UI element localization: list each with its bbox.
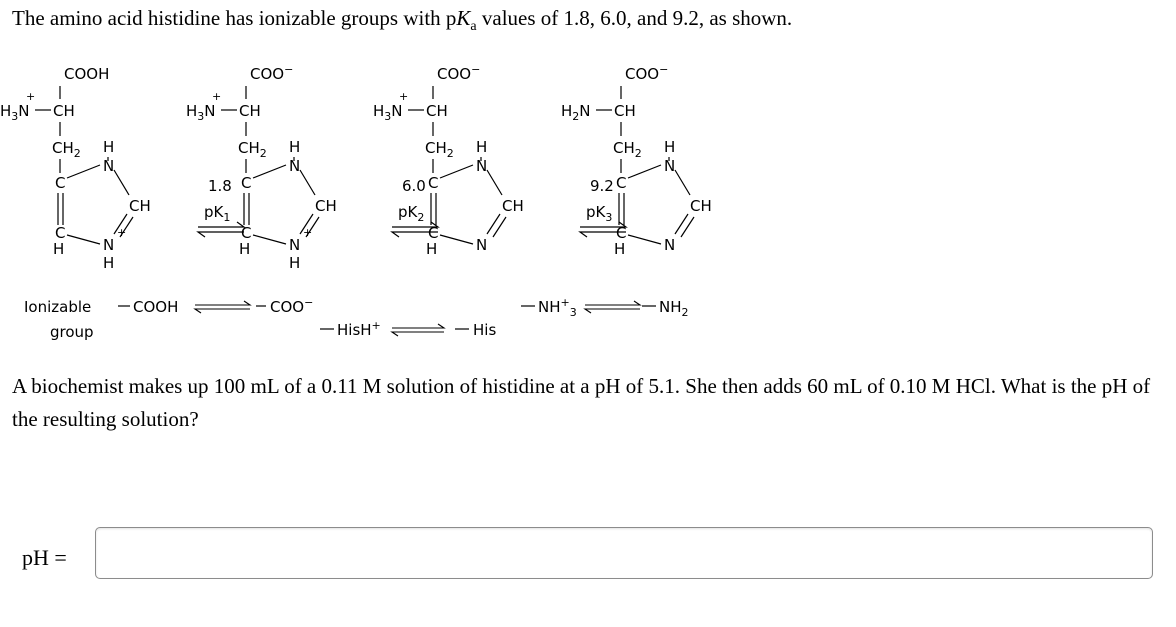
structure-2-bond-n1-c2 <box>300 170 315 195</box>
structure-4-ring-c2-label: CH <box>690 197 712 215</box>
structure-2-ring-c4-label: C <box>241 174 252 192</box>
question-text: A biochemist makes up 100 mL of a 0.11 M solution of histidine at a pH of 5.1. She then adds 60 mL of 0.10 M HCl. What is the pH of the resulting solution? <box>12 374 1151 431</box>
structure-3-carboxyl-charge: − <box>471 63 481 76</box>
structure-2-ring-c5-h-label: H <box>239 240 251 258</box>
group2-from-label: HisH+ <box>337 319 381 339</box>
structure-2-ch2-label <box>238 139 267 160</box>
structure-3-amine-label-main: H <box>373 102 385 120</box>
structure-4-bond-c2-n3-double <box>681 217 694 237</box>
k-subscript: a <box>470 19 477 35</box>
structure-4-carboxyl-label: COO− <box>625 63 669 83</box>
structure-4-ch2-label-main: CH <box>613 139 635 157</box>
equilibrium-1-pk-label-sub: 1 <box>223 211 231 224</box>
structure-2-bond-n3-c5 <box>253 235 286 244</box>
structure-1-ring-c5-label: C <box>55 224 66 242</box>
structure-1-ring-n1-label: N <box>103 157 115 175</box>
structure-1-bond-n1-c2 <box>114 170 129 195</box>
structure-2-ch2-label-sub: 2 <box>259 147 267 160</box>
structure-3-alpha-ch-label: CH <box>426 102 448 120</box>
structure-2-ring-nh-h-label: H <box>289 138 301 156</box>
structure-4-ch2-label-sub: 2 <box>634 147 642 160</box>
structure-4-ch2-label <box>613 139 642 160</box>
structure-4-amine-label-rest: N <box>579 102 591 120</box>
group3-to-label-sub: 2 <box>681 306 689 319</box>
structure-4-bond-n1-c2 <box>675 170 690 195</box>
structure-1-ring-n3-label: N <box>103 236 115 254</box>
group1-arrow-forward <box>195 301 250 305</box>
group1-to-charge: − <box>304 296 314 309</box>
structure-1-alpha-ch-label: CH <box>53 102 75 120</box>
structure-4-amine-label-main: H <box>561 102 573 120</box>
structure-3-ch2-label-sub: 2 <box>446 147 454 160</box>
structure-1-amine-label-sub: 3 <box>11 110 19 123</box>
structure-4-ring-c5-label: C <box>616 224 627 242</box>
structure-3-bond-c4-n1 <box>440 165 473 178</box>
equilibrium-2-pk-label <box>398 203 424 224</box>
structure-3-amine-label <box>373 102 403 123</box>
structure-4-ring-c4-label: C <box>616 174 627 192</box>
structure-3-bond-c2-n3 <box>487 214 500 234</box>
structure-4-bond-n3-c5 <box>628 235 661 244</box>
structure-3-ring-nh-h-label: H <box>476 138 488 156</box>
equilibrium-2-pka-value: 6.0 <box>402 177 426 195</box>
structure-2-amine-label-rest: N <box>204 102 216 120</box>
structure-3-ring-c2-label: CH <box>502 197 524 215</box>
histidine-ionization-figure <box>0 55 1176 355</box>
equilibrium-1-reverse-arrow <box>198 232 244 237</box>
structure-4-carboxyl-charge: − <box>659 63 669 76</box>
structure-2-amine-charge: + <box>212 90 222 103</box>
structure-1-amine-label-main: H <box>0 102 12 120</box>
group3-from-charge: + <box>560 296 570 309</box>
equilibrium-2-pk-label-main: pK <box>398 203 418 221</box>
structure-4-ring-n3-label: N <box>664 236 676 254</box>
structure-1-amine-label-rest: N <box>18 102 30 120</box>
equilibrium-3-pka-value: 9.2 <box>590 177 614 195</box>
structure-1-carboxyl-label: COOH <box>64 65 110 83</box>
structure-2-ring-n3-charge: + <box>303 226 313 239</box>
structure-3-amine-label-sub: 3 <box>384 110 392 123</box>
structure-3-bond-c2-n3-double <box>493 217 506 237</box>
structure-3-carboxyl-label: COO− <box>437 63 481 83</box>
intro-text-before: The amino acid histidine has ionizable groups with p <box>12 6 457 30</box>
structure-2-ring-n3-h-label: H <box>289 254 301 272</box>
group3-arrow-reverse <box>585 309 640 313</box>
ionizable-label-line2: group <box>50 323 94 341</box>
equilibrium-3-pk-label-main: pK <box>586 203 606 221</box>
structure-2-carboxyl-charge: − <box>284 63 294 76</box>
structure-1-amine-label <box>0 102 30 123</box>
group1-from-label: COOH <box>133 298 179 316</box>
structure-2-bond-c4-n1 <box>253 165 286 178</box>
structure-4-ring-c5-h-label: H <box>614 240 626 258</box>
structure-1-ch2-label-sub: 2 <box>73 147 81 160</box>
group3-to-label <box>659 298 689 319</box>
group3-from-label: $NH^+_3$ <box>538 296 577 319</box>
structure-2-carboxyl-label: COO− <box>250 63 294 83</box>
equilibrium-1-pk-label <box>204 203 230 224</box>
structure-2-amine-label-sub: 3 <box>197 110 205 123</box>
structure-4-bond-c4-n1 <box>628 165 661 178</box>
structure-4-amine-label <box>561 102 591 123</box>
equilibrium-3-pk-label-sub: 3 <box>605 211 613 224</box>
structure-3-ch2-label <box>425 139 454 160</box>
structure-1-ch2-label-main: CH <box>52 139 74 157</box>
structure-2-ring-c2-label: CH <box>315 197 337 215</box>
structure-1-ring-c4-label: C <box>55 174 66 192</box>
equilibrium-1-pka-value: 1.8 <box>208 177 232 195</box>
equilibrium-1-forward-arrow <box>198 222 244 227</box>
structure-4-alpha-ch-label: CH <box>614 102 636 120</box>
structure-1-ring-n3-h-label: H <box>103 254 115 272</box>
group1-arrow-reverse <box>195 309 250 313</box>
structure-3-ring-c5-label: C <box>428 224 439 242</box>
structure-2-ch2-label-main: CH <box>238 139 260 157</box>
structure-3-ring-n3-label: N <box>476 236 488 254</box>
structure-4-bond-c2-n3 <box>675 214 688 234</box>
group3-from-sub: 3 <box>569 306 577 319</box>
group2-to-label: His <box>473 321 497 339</box>
structure-3-amine-label-rest: N <box>391 102 403 120</box>
equilibrium-3-pk-label <box>586 203 612 224</box>
problem-intro <box>12 6 792 35</box>
equilibrium-1-pk-label-main: pK <box>204 203 224 221</box>
structure-3-amine-charge: + <box>399 90 409 103</box>
structure-2-amine-label <box>186 102 216 123</box>
structure-3-ring-n1-label: N <box>476 157 488 175</box>
structure-3-ring-c4-label: C <box>428 174 439 192</box>
structure-2-ring-n3-label: N <box>289 236 301 254</box>
structure-1-amine-charge: + <box>26 90 36 103</box>
structure-1-bond-c4-n1 <box>67 165 100 178</box>
structure-2-alpha-ch-label: CH <box>239 102 261 120</box>
structure-1-ring-c5-h-label: H <box>53 240 65 258</box>
structure-1-ring-n3-charge: + <box>117 226 127 239</box>
structure-1-ring-nh-h-label: H <box>103 138 115 156</box>
group3-to-label-main: NH <box>659 298 682 316</box>
structure-1-ch2-label <box>52 139 81 160</box>
structure-4-amine-label-sub: 2 <box>572 110 580 123</box>
structure-1-ring-c2-label: CH <box>129 197 151 215</box>
structure-3-ring-c5-h-label: H <box>426 240 438 258</box>
structure-2-ring-n1-label: N <box>289 157 301 175</box>
ionizable-label-line1: Ionizable <box>24 298 92 316</box>
structure-3-bond-n3-c5 <box>440 235 473 244</box>
structure-4-ring-nh-h-label: H <box>664 138 676 156</box>
ph-answer-input[interactable] <box>95 527 1153 579</box>
group2-from-charge: + <box>371 319 381 332</box>
group3-arrow-forward <box>585 301 640 305</box>
group2-arrow-forward <box>392 324 444 328</box>
k-symbol: K <box>456 6 471 30</box>
structure-2-amine-label-main: H <box>186 102 198 120</box>
structure-3-bond-n1-c2 <box>487 170 502 195</box>
equilibrium-2-pk-label-sub: 2 <box>417 211 425 224</box>
intro-text-after: values of 1.8, 6.0, and 9.2, as shown. <box>476 6 793 30</box>
structure-3-ch2-label-main: CH <box>425 139 447 157</box>
structure-4-ring-n1-label: N <box>664 157 676 175</box>
structure-2-ring-c5-label: C <box>241 224 252 242</box>
group1-to-label: COO− <box>270 296 314 316</box>
structure-1-bond-n3-c5 <box>67 235 100 244</box>
group2-arrow-reverse <box>392 332 444 336</box>
ph-label: pH = <box>22 545 67 570</box>
